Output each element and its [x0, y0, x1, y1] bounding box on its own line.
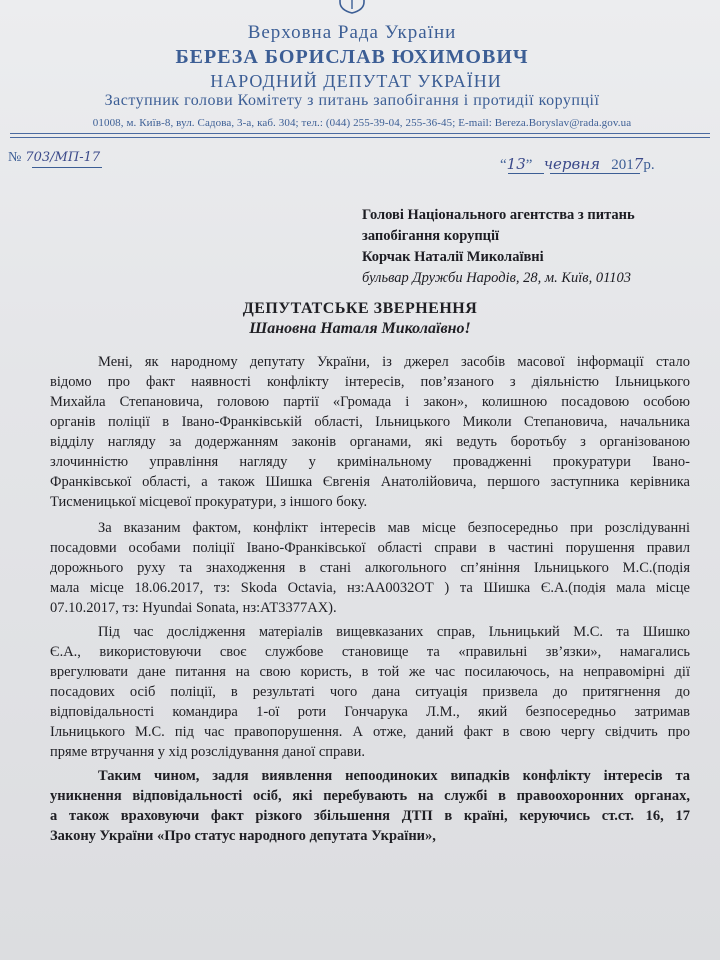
- trident-emblem-icon: [332, 0, 372, 14]
- date-suffix: р.: [643, 157, 655, 173]
- addressee-block: [362, 205, 702, 289]
- handwritten-number: 703/МП-17: [25, 150, 101, 165]
- paragraph-4: [50, 766, 690, 846]
- addressee-line-2: запобігання корупції: [362, 228, 500, 244]
- paragraph-line: Мені, як народному депутату України, із джерел засобів масової інформації стало: [98, 354, 690, 370]
- date-month: червня: [543, 155, 601, 173]
- paragraph-line: відділу нагляду за додержанням законів органами, які ведуть боротьбу з організованою: [50, 434, 690, 450]
- document-title: ДЕПУТАТСЬКЕ ЗВЕРНЕННЯ: [242, 300, 478, 317]
- addressee-address: бульвар Дружби Народів, 28, м. Київ, 01103: [362, 270, 632, 286]
- paragraph-line: Михайла Степановича, головою партії «Громада і закон», колишною посадовою особою: [50, 394, 690, 410]
- paragraph-line: За вказаним фактом, конфлікт інтересів мав місце безпосередньо при розслідуванні: [98, 520, 690, 536]
- letter-date: “13” червня 2017р.: [500, 155, 655, 173]
- paragraph-line: 07.10.2017, тз: Hyundai Sonata, нз:АТ3377АХ).: [50, 600, 337, 616]
- paragraph-line: дорожнього руху та знаходження в стані алкогольного сп’яніння Ільницького М.С.(подія: [50, 560, 690, 576]
- contact-line: 01008, м. Київ-8, вул. Садова, 3-а, каб. 304; тел.: (044) 255-39-04, 255-36-45; E-mail: Bereza.Boryslav@rada.gov.ua: [92, 117, 632, 129]
- header-rule-bottom: [10, 137, 710, 138]
- paragraph-line: посадовми особами поліції Івано-Франківської області справи в частині порушення правил: [50, 540, 690, 556]
- date-day: 13: [506, 155, 526, 173]
- paragraph-3: [50, 622, 690, 762]
- date-day-underline: [508, 173, 544, 174]
- deputy-position: Заступник голови Комітету з питань запобігання і протидії корупції: [104, 92, 600, 109]
- number-sign: №: [8, 150, 22, 165]
- header-rule-top: [10, 133, 710, 134]
- greeting: Шановна Наталя Миколаївно!: [249, 320, 471, 337]
- paragraph-line: органів поліції в Івано-Франківській області, Ільницького Миколи Степановича, начальника: [50, 414, 690, 430]
- paragraph-2: [50, 518, 690, 618]
- paragraph-line: Є.А., використовуючи своє службове становище та «правильні зв’язки», намагались: [50, 644, 690, 660]
- paragraph-1: [50, 352, 690, 512]
- addressee-line-3: Корчак Наталії Миколаївні: [362, 249, 544, 265]
- addressee-line-1: Голові Національного агентства з питань: [362, 207, 635, 223]
- paragraph-line: Тисменицької місцевої прокуратури, з іншого боку.: [50, 494, 368, 510]
- paragraph-line: врегулювати дане питання на свою користь, в той же час посилаючось, на неправомірні дії: [50, 664, 690, 680]
- paragraph-line: відомо про факт наявності конфлікту інтересів, пов’язаного з діяльністю Ільницького: [50, 374, 690, 390]
- paragraph-line: пряме втручання у хід розслідування даної справи.: [50, 744, 365, 760]
- paragraph-line: Франківської області, а також Шишка Євгенія Анатолійовича, першого заступника керівника: [50, 474, 690, 490]
- number-underline: [32, 167, 102, 168]
- paragraph-line: злочинністю управління нагляду у кримінальному провадженні прокуратури Івано-: [50, 454, 690, 470]
- registration-number: [8, 150, 100, 166]
- paragraph-line: Ільницького М.С. під час правопорушення. А отже, даний факт в свою чергу свідчить про: [50, 724, 690, 740]
- parliament-name: Верховна Рада України: [247, 22, 457, 43]
- paragraph-line: Закону України «Про статус народного депутата України»,: [50, 828, 436, 844]
- deputy-name: БЕРЕЗА БОРИСЛАВ ЮХИМОВИЧ: [175, 46, 529, 68]
- paragraph-line: мала місце 18.06.2017, тз: Skoda Octavia, нз:АА0032ОТ ) та Шишка Є.А.(подія мала місце: [50, 580, 690, 596]
- paragraph-line: а також враховуючи факт різкого збільшення ДТП в країні, керуючись ст.ст. 16, 17: [50, 808, 690, 824]
- deputy-role: НАРОДНИЙ ДЕПУТАТ УКРАЇНИ: [210, 71, 502, 91]
- paragraph-line: посадових осіб поліції, в результаті чого дана ситуація призвела до притягнення до: [50, 684, 690, 700]
- date-year-prefix: 201: [611, 157, 634, 173]
- paragraph-line: Під час дослідження матеріалів вищевказаних справ, Ільницький М.С. та Шишко: [98, 624, 690, 640]
- date-month-underline: [550, 173, 640, 174]
- paragraph-line: Таким чином, задля виявлення непоодиноких випадків конфлікту інтересів та: [98, 768, 690, 784]
- paragraph-line: уникнення відповідальності осіб, які перебувають на службі в правоохоронних органах,: [50, 788, 690, 804]
- date-year-suffix: 7: [633, 155, 644, 173]
- paragraph-line: відповідальності командира 1-ої роти Гончарука Л.М., який безпосередньо затримав: [50, 704, 690, 720]
